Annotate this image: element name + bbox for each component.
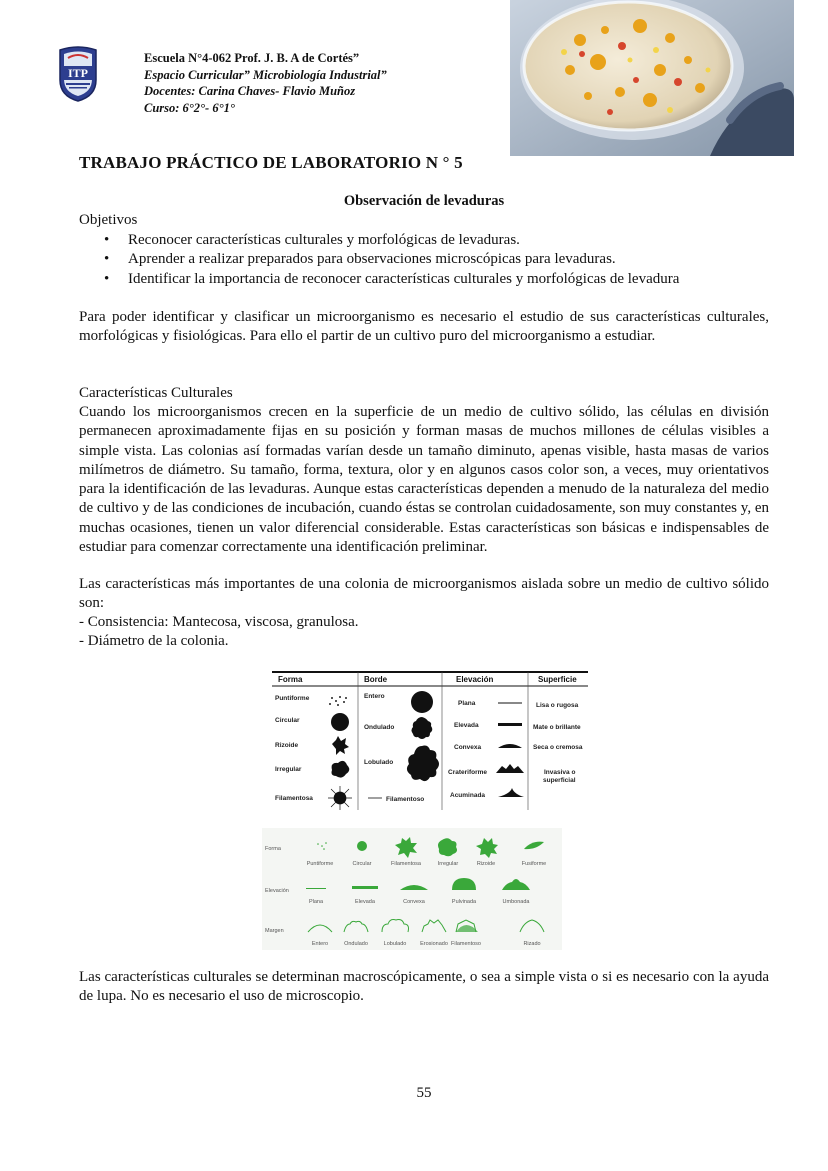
superficie-label: Lisa o rugosa [536, 702, 579, 709]
borde-label: Entero [364, 693, 385, 700]
course: Curso: 6°2°- 6°1° [144, 100, 235, 115]
row-label: Forma [265, 846, 281, 852]
circular-icon [331, 713, 349, 731]
fusiforme-colony-icon [524, 842, 544, 849]
superficie-label: Invasiva o [544, 769, 576, 776]
forma-caption: Filamentosa [391, 861, 421, 867]
elevacion-label: Acuminada [450, 792, 486, 799]
pulvinada-elevation-icon [452, 878, 476, 890]
forma-caption: Circular [352, 861, 372, 867]
school-name: Escuela N°4-062 Prof. J. B. A de Cortés” [144, 51, 360, 65]
forma-label: Circular [275, 717, 300, 724]
forma-label: Puntiforme [275, 695, 310, 702]
header-elevacion: Elevación [456, 675, 494, 684]
forma-caption: Puntiforme [306, 861, 334, 867]
elevada-elevation-icon [352, 886, 378, 889]
elevacion-caption: Pulvinada [451, 899, 477, 905]
circular-colony-icon [357, 841, 367, 851]
elevacion-label: Plana [458, 700, 476, 707]
objectives-list [79, 231, 779, 289]
curricular-space: Espacio Curricular” Microbiología Industrial” [144, 67, 387, 82]
colony-shapes-figure [262, 828, 562, 950]
margen-caption: Rizado [523, 941, 541, 947]
filamentosa-icon [328, 786, 352, 810]
header-borde: Borde [364, 675, 388, 684]
subtitle: Observación de levaduras [343, 193, 505, 209]
logo-text: ITP [67, 66, 89, 80]
intro-paragraph: Para poder identificar y clasificar un microorganismo es necesario el estudio de sus características culturales, morfológicas y fisiológicas. Para ello el partir de un cultivo puro del microorganismo a estudiar. [79, 309, 769, 345]
forma-caption: Irregular [437, 861, 459, 867]
header-forma: Forma [278, 675, 303, 684]
superficie-label: Mate o brillante [533, 724, 581, 731]
plana-elevation-icon [306, 888, 326, 889]
objective-item: • Aprender a realizar preparados para observaciones microscópicas para levaduras. [79, 250, 779, 269]
irregular-colony-icon [438, 838, 457, 856]
margen-caption: Entero [311, 941, 329, 947]
diameter-item: - Diámetro de la colonia. [79, 633, 229, 650]
borde-label: Filamentoso [386, 796, 425, 803]
superficie-label: superficial [543, 777, 576, 784]
forma-label: Filamentosa [275, 795, 313, 802]
umbonada-elevation-icon [502, 879, 530, 890]
elevacion-label: Crateriforme [448, 769, 488, 776]
forma-caption: Rizoide [476, 861, 496, 867]
colony-morphology-figure [270, 670, 590, 820]
row-label: Margen [265, 928, 284, 934]
row-label: Elevación [265, 888, 289, 894]
borde-label: Ondulado [364, 724, 395, 731]
margen-caption: Lobulado [383, 941, 407, 947]
elevacion-caption: Elevada [355, 899, 375, 905]
objective-item: • Reconocer características culturales y morfológicas de levaduras. [79, 231, 779, 250]
forma-caption: Fusiforme [521, 861, 547, 867]
page-number: 55 [416, 1085, 432, 1101]
cultural-items [79, 613, 769, 652]
school-logo [56, 44, 100, 102]
page-title: TRABAJO PRÁCTICO DE LABORATORIO N ° 5 [79, 153, 463, 172]
margen-caption: Erosionado [420, 941, 448, 947]
cultural-continuation: Las características más importantes de una colonia de microorganismos aislada sobre un medio de cultivo sólido son: [79, 576, 769, 612]
forma-label: Rizoide [275, 742, 299, 749]
objective-item: • Identificar la importancia de reconocer características culturales y morfológicas de levadura [79, 270, 779, 289]
rizoide-colony-icon [476, 838, 498, 858]
elevacion-label: Elevada [454, 722, 479, 729]
petri-dish-photo [510, 0, 794, 156]
header-superficie: Superficie [538, 675, 577, 684]
objectives-label: Objetivos [79, 212, 138, 228]
filamentosa-colony-icon [395, 837, 417, 858]
elevacion-label: Convexa [454, 744, 482, 751]
margen-caption: Ondulado [344, 941, 368, 947]
entero-icon [411, 691, 433, 713]
convexa-elevation-icon [400, 885, 428, 890]
borde-label: Lobulado [364, 759, 394, 766]
superficie-label: Seca o cremosa [533, 744, 583, 751]
school-info [144, 50, 387, 116]
elevada-icon [498, 723, 522, 726]
final-paragraph: Las características culturales se determinan macroscópicamente, o sea a simple vista o si es necesario con la ayuda de lupa. No es necesario el uso de microscopio. [79, 969, 769, 1005]
cultural-paragraph: Cuando los microorganismos crecen en la superficie de un medio de cultivo sólido, las células en división permanecen aproximadamente fijas en su posición y forman masas de muchos millones de células visibles a simple vista. Las colonias así formadas varían desde un tamaño diminuto, apenas visible, hasta masas de varios milímetros de diámetro. Su tamaño, forma, textura, olor y en algunos casos color son, a veces, muy orientativos para la identificación de las levaduras. Aunque estas características dependen a menudo de la naturaleza del medio de cultivo y de las condiciones de incubación, cuando éstas se controlan cuidadosamente, son muy constantes y, en muchas ocasiones, tienen un valor diferencial considerable. Estas características son básicas e indispensables de estudiar para comenzar correctamente una identificación preliminar. [79, 404, 769, 556]
cultural-heading: Características Culturales [79, 385, 233, 401]
forma-label: Irregular [275, 766, 302, 773]
elevacion-caption: Convexa [403, 899, 425, 905]
elevacion-caption: Umbonada [502, 899, 530, 905]
consistency-item: - Consistencia: Mantecosa, viscosa, granulosa. [79, 614, 359, 630]
elevacion-caption: Plana [308, 899, 324, 905]
teachers: Docentes: Carina Chaves- Flavio Muñoz [144, 84, 356, 98]
margen-caption: Filamentoso [451, 941, 481, 947]
